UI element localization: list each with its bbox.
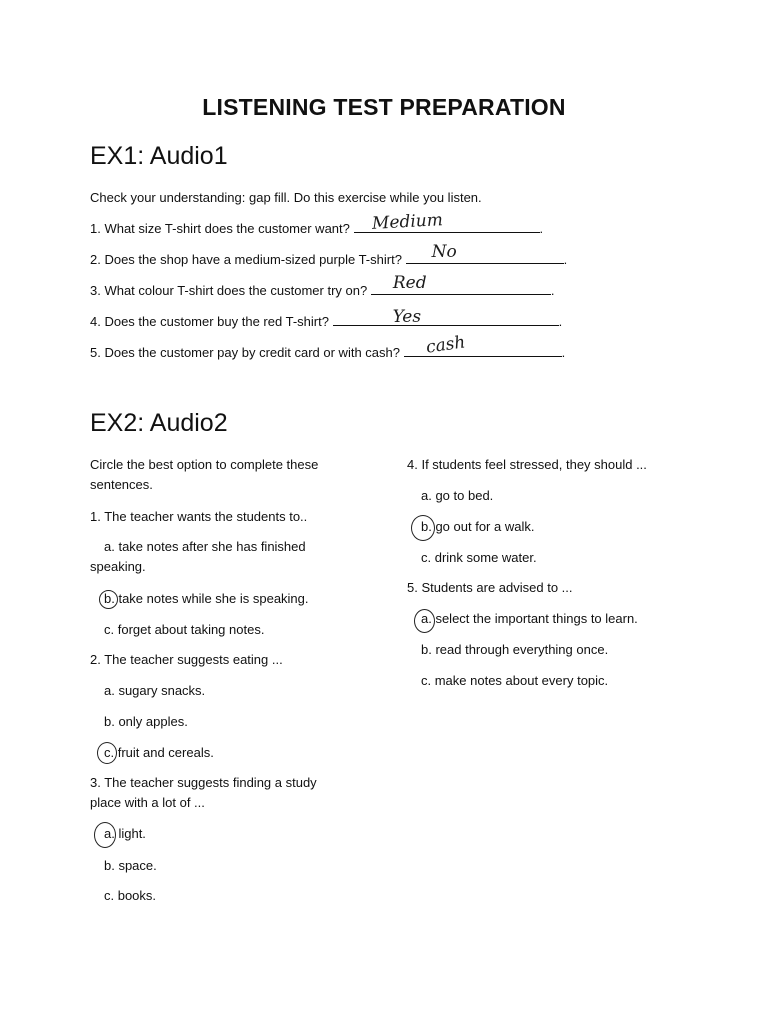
period: .: [539, 221, 544, 236]
ex2-q4-option-b[interactable]: b. go out for a walk.: [421, 519, 535, 534]
ex2-q1-option-a[interactable]: a. take notes after she has finished speaking.: [90, 539, 306, 574]
ex1-question-4: [90, 307, 563, 332]
ex2-q4-option-c[interactable]: c. drink some water.: [421, 550, 537, 565]
ex2-heading: EX2: Audio2: [90, 409, 228, 437]
ex2-q1-stem: 1. The teacher wants the students to..: [90, 509, 308, 524]
period: .: [561, 345, 566, 360]
ex2-q4-stem: 4. If students feel stressed, they should ...: [407, 457, 647, 472]
ex1-question-1: [90, 210, 544, 239]
answer-circle: [411, 515, 435, 541]
ex1-heading: EX1: Audio1: [90, 142, 228, 170]
answer-gap[interactable]: [354, 210, 540, 234]
ex2-q2-stem: 2. The teacher suggests eating ...: [90, 652, 283, 667]
ex2-q4-option-a[interactable]: a. go to bed.: [421, 488, 494, 503]
ex2-q1-option-b[interactable]: b. take notes while she is speaking.: [104, 591, 309, 606]
ex1-question-5: [90, 332, 566, 363]
handwritten-answer: No: [431, 242, 457, 262]
period: .: [558, 314, 563, 329]
answer-gap[interactable]: [406, 242, 564, 264]
question-text: 1. What size T-shirt does the customer want?: [90, 221, 350, 236]
answer-circle: [414, 609, 435, 633]
question-text: 3. What colour T-shirt does the customer try on?: [90, 283, 368, 298]
handwritten-answer: cash: [424, 332, 467, 358]
question-text: 4. Does the customer buy the red T-shirt?: [90, 314, 329, 329]
ex2-q1-option-c[interactable]: c. forget about taking notes.: [104, 622, 265, 637]
ex2-q3-stem: 3. The teacher suggests finding a study place with a lot of ...: [90, 775, 317, 810]
ex1-question-2: [90, 242, 568, 270]
ex2-q2-option-a[interactable]: a. sugary snacks.: [104, 683, 206, 698]
answer-circle: [94, 822, 116, 848]
ex1-instructions: Check your understanding: gap fill. Do this exercise while you listen.: [90, 190, 482, 205]
handwritten-answer: Red: [392, 273, 427, 293]
handwritten-answer: Yes: [392, 307, 422, 327]
question-text: 5. Does the customer pay by credit card or with cash?: [90, 345, 400, 360]
ex2-instructions: Circle the best option to complete these sentences.: [90, 457, 319, 492]
page-title: LISTENING TEST PREPARATION: [202, 94, 566, 120]
answer-gap[interactable]: [333, 307, 559, 327]
ex2-q5-stem: 5. Students are advised to ...: [407, 580, 573, 595]
ex2-q5-option-b[interactable]: b. read through everything once.: [421, 642, 609, 657]
answer-gap[interactable]: [404, 332, 562, 358]
period: .: [550, 283, 555, 298]
question-text: 2. Does the shop have a medium-sized purple T-shirt?: [90, 252, 402, 267]
answer-circle: [97, 742, 117, 764]
ex2-q3-option-a[interactable]: a. light.: [104, 826, 146, 841]
ex2-q3-option-c[interactable]: c. books.: [104, 888, 157, 903]
ex2-q5-option-a[interactable]: a. select the important things to learn.: [421, 611, 638, 626]
answer-gap[interactable]: [371, 273, 551, 295]
ex2-q5-option-c[interactable]: c. make notes about every topic.: [421, 673, 609, 688]
period: .: [563, 252, 568, 267]
ex2-q2-option-c[interactable]: c. fruit and cereals.: [104, 745, 214, 760]
ex2-q2-option-b[interactable]: b. only apples.: [104, 714, 188, 729]
ex1-question-3: [90, 273, 555, 301]
ex2-q3-option-b[interactable]: b. space.: [104, 858, 157, 873]
answer-circle: [99, 590, 118, 609]
handwritten-answer: Medium: [371, 210, 443, 234]
